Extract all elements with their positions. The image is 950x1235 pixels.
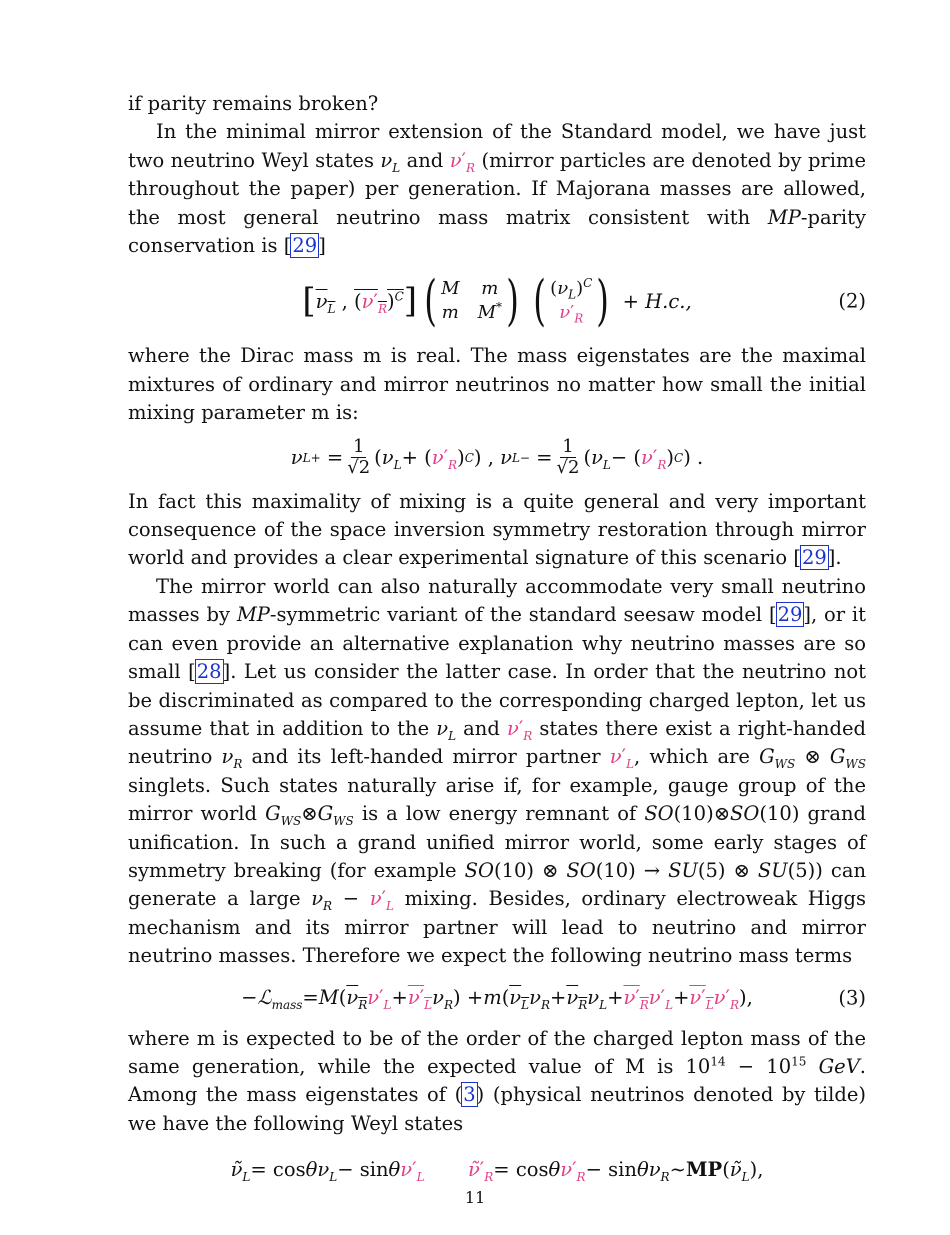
equation-weyl-states: $\nũ_L$ = cos θ $\nu_L$ − sin θ $\nu'_L$ $\nũ'_R$ = cos θ $\nu'_R$ − sin θ $\nu_R$ ∼ MP ( $\nũ_L$ ),: [230, 1157, 764, 1184]
paragraph-5: where m is expected to be of the order of the charged lepton mass of the same generation, while the expected value of M is $10^{14} - 10^{15}$ GeV. Among the mass eigenstates of (3) (physical neutrinos denoted by tilde) we have the following Weyl states: [128, 1026, 866, 1135]
equation-mass-eigenstates: ν L + = $\frac{1}{√2}$ ( $\nu_L$ + ( $\nu'_R$ ) C ) , ν L − = $\frac{1}{√2}$ ( $\nu_L$ − ( $\nu'_R$ ) C ) .: [290, 436, 704, 479]
citation-link[interactable]: 29: [777, 603, 803, 627]
citation-link[interactable]: 29: [801, 546, 827, 570]
equation-3: − ℒ$_{mass}$ = M ( $\nu_R$ $\nu'_L$ + $\nu'_L$ $\nu_R$ ) + m ( $\nu_L$ $\nu_R$ + $\nu_R$ $\nu_L$ + $\nu'_R$ $\nu'_L$ + $\nu'_L$ $\nu'_R$ ), (3): [241, 986, 866, 1012]
equation-number: (2): [838, 289, 866, 313]
paragraph-0: if parity remains broken?: [128, 92, 379, 115]
paragraph-3: In fact this maximality of mixing is a quite general and very important consequence of the space inversion symmetry restoration through mirror world and provides a clear experimental signature of this scenario [29].: [128, 489, 866, 570]
citation-link[interactable]: 29: [292, 234, 318, 258]
equation-2: [ $\nu_L$ , $(\nu'_R)^C$ ] ( M m m M* ) ( $(\nu_L)^C$ $\nu'_R$ ) + H.c., (2): [302, 269, 866, 333]
equation-reference-link[interactable]: 3: [463, 1083, 476, 1107]
paragraph-4: The mirror world can also naturally accommodate very small neutrino masses by MP-symmetric variant of the standard seesaw model [29], or it can even provide an alternative explanation why neutrino masses are so small [28]. Let us consider the latter case. In order that the neutrino not be discriminated as compared to the corresponding charged lepton, let us assume that in addition to the $\nu_L$ and $\nu'_R$ states there exist a right-handed neutrino $\nu_R$ and its left-handed mirror partner $\nu'_L$, which are $G_{WS}$ ⊗ $G_{WS}$ singlets. Such states naturally arise if, for example, gauge group of the mirror world $G_{WS}\otimes G_{WS}$ is a low energy remnant of SO(10)⊗SO(10) grand unification. In such a grand unified mirror world, some early stages of symmetry breaking (for example SO(10) ⊗ SO(10) → SU(5) ⊗ SU(5)) can generate a large $\nu_R - \nu'_L$ mixing. Besides, ordinary electroweak Higgs mechanism and its mirror partner will lead to neutrino and mirror neutrino masses. Therefore we expect the following neutrino mass terms: [128, 574, 867, 968]
paper-body: [128, 90, 866, 1200]
page-number: 11: [464, 1188, 486, 1207]
citation-link[interactable]: 28: [196, 660, 222, 684]
paragraph-1: In the minimal mirror extension of the Standard model, we have just two neutrino Weyl states $\nu_L$ and $\nu'_R$ (mirror particles are denoted by prime throughout the paper) per generation. If Majorana masses are allowed, the most general neutrino mass matrix consistent with MP-parity conservation is [29]: [128, 120, 867, 258]
paragraph-2: where the Dirac mass m is real. The mass eigenstates are the maximal mixtures of ordinary and mirror neutrinos no matter how small the initial mixing parameter m is:: [128, 344, 866, 425]
equation-number: (3): [838, 986, 866, 1010]
